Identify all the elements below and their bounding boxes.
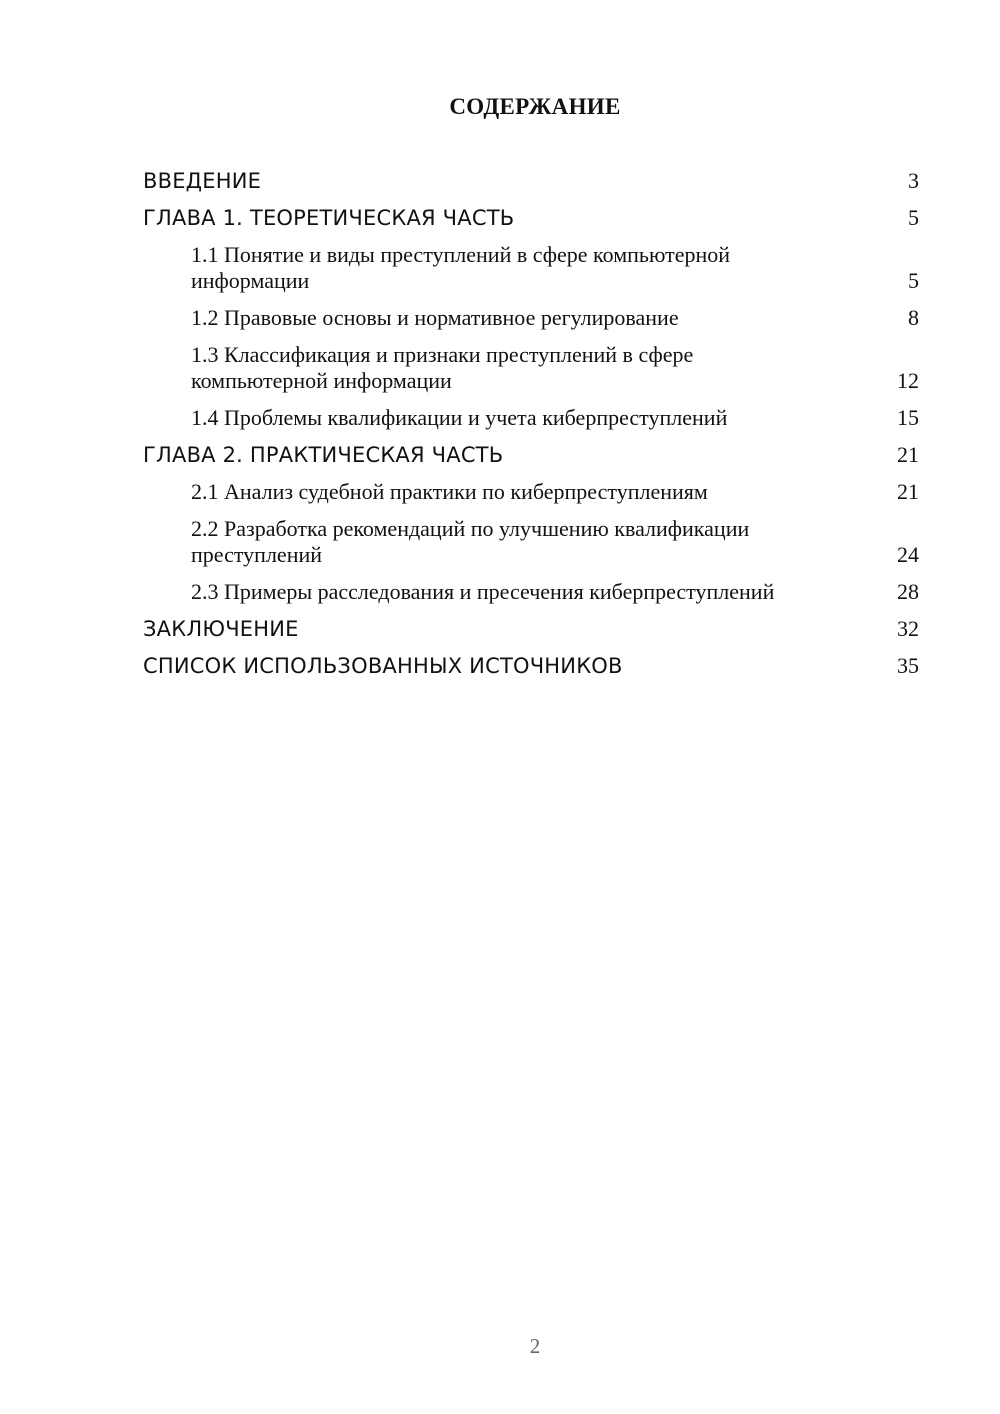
toc-entry-section-1-2 bbox=[143, 305, 919, 342]
toc-entry-label: 2.3 Примеры расследования и пресечения киберпреступлений bbox=[191, 579, 775, 604]
table-of-contents bbox=[143, 168, 919, 690]
toc-entry-page: 24 bbox=[897, 542, 919, 567]
page-number: 2 bbox=[529, 1334, 541, 1358]
toc-entry-label: 2.1 Анализ судебной практики по киберпреступлениям bbox=[191, 479, 708, 504]
toc-entry-page: 15 bbox=[897, 405, 919, 430]
toc-entry-label: ГЛАВА 1. ТЕОРЕТИЧЕСКАЯ ЧАСТЬ bbox=[143, 206, 515, 230]
toc-entry-section-2-1 bbox=[143, 479, 919, 516]
toc-entry-introduction bbox=[143, 168, 919, 205]
toc-entry-page: 35 bbox=[897, 653, 919, 678]
toc-entry-references bbox=[143, 653, 919, 690]
toc-entry-page: 32 bbox=[897, 616, 919, 641]
toc-entry-page: 28 bbox=[897, 579, 919, 604]
toc-entry-page: 21 bbox=[897, 442, 919, 467]
toc-entry-conclusion bbox=[143, 616, 919, 653]
toc-entry-page: 12 bbox=[897, 368, 919, 393]
toc-entry-chapter-1 bbox=[143, 205, 919, 242]
toc-entry-label: 1.1 Понятие и виды преступлений в сфере компьютерной информации bbox=[191, 242, 731, 293]
toc-entry-page: 21 bbox=[897, 479, 919, 504]
toc-entry-label: ВВЕДЕНИЕ bbox=[143, 169, 262, 193]
toc-entry-page: 3 bbox=[908, 168, 919, 193]
toc-entry-label: ЗАКЛЮЧЕНИЕ bbox=[143, 617, 299, 641]
toc-entry-page: 5 bbox=[908, 205, 919, 230]
page-title: СОДЕРЖАНИЕ bbox=[449, 94, 621, 119]
toc-entry-label: 1.4 Проблемы квалификации и учета киберпреступлений bbox=[191, 405, 728, 430]
toc-entry-label: 1.2 Правовые основы и нормативное регулирование bbox=[191, 305, 679, 330]
toc-entry-label: 2.2 Разработка рекомендаций по улучшению квалификации преступлений bbox=[191, 516, 750, 567]
toc-entry-section-1-1 bbox=[143, 242, 919, 305]
toc-entry-chapter-2 bbox=[143, 442, 919, 479]
toc-entry-section-2-2 bbox=[143, 516, 919, 579]
toc-entry-label: СПИСОК ИСПОЛЬЗОВАННЫХ ИСТОЧНИКОВ bbox=[143, 654, 623, 678]
toc-entry-page: 8 bbox=[908, 305, 919, 330]
toc-entry-label: ГЛАВА 2. ПРАКТИЧЕСКАЯ ЧАСТЬ bbox=[143, 443, 504, 467]
toc-entry-section-1-3 bbox=[143, 342, 919, 405]
toc-entry-page: 5 bbox=[908, 268, 919, 293]
toc-entry-label: 1.3 Классификация и признаки преступлений в сфере компьютерной информации bbox=[191, 342, 694, 393]
toc-entry-section-1-4 bbox=[143, 405, 919, 442]
toc-entry-section-2-3 bbox=[143, 579, 919, 616]
